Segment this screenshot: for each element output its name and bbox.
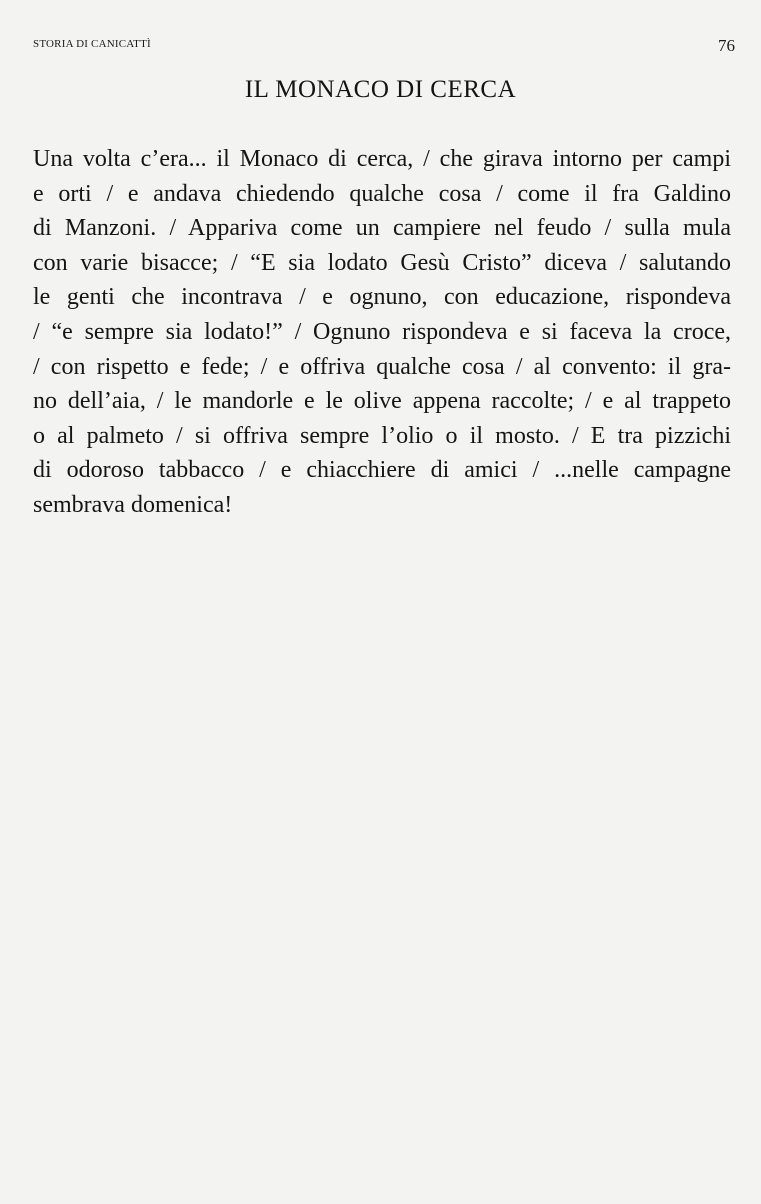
text-line: / “e sempre sia lodato!” / Ognuno rispondeva e si faceva la croce, [33, 318, 731, 345]
text-line-last: sembrava domenica! [33, 491, 233, 518]
text-line: Una volta c’era... il Monaco di cerca, / che girava intorno per campi [33, 146, 731, 172]
text-line: con varie bisacce; / “E sia lodato Gesù Cristo” diceva / salutando [33, 249, 731, 276]
text-line: no dell’aia, / le mandorle e le olive appena raccolte; / e al trappeto [33, 388, 731, 415]
running-head: STORIA DI CANICATTÌ [33, 38, 151, 50]
text-line: le genti che incontrava / e ognuno, con educazione, rispondeva [33, 284, 731, 311]
text-line: / con rispetto e fede; / e offriva qualche cosa / al convento: il gra- [33, 353, 731, 380]
text-line: di Manzoni. / Appariva come un campiere nel feudo / sulla mula [33, 215, 731, 242]
body-paragraph [33, 142, 731, 523]
text-line: o al palmeto / si offriva sempre l’olio o il mosto. / E tra pizzichi [33, 422, 731, 449]
chapter-title: IL MONACO DI CERCA [244, 76, 517, 103]
page-number: 76 [718, 36, 735, 55]
text-line: e orti / e andava chiedendo qualche cosa / come il fra Galdino [33, 180, 731, 207]
text-line: di odoroso tabbacco / e chiacchiere di amici / ...nelle campagne [33, 457, 731, 484]
